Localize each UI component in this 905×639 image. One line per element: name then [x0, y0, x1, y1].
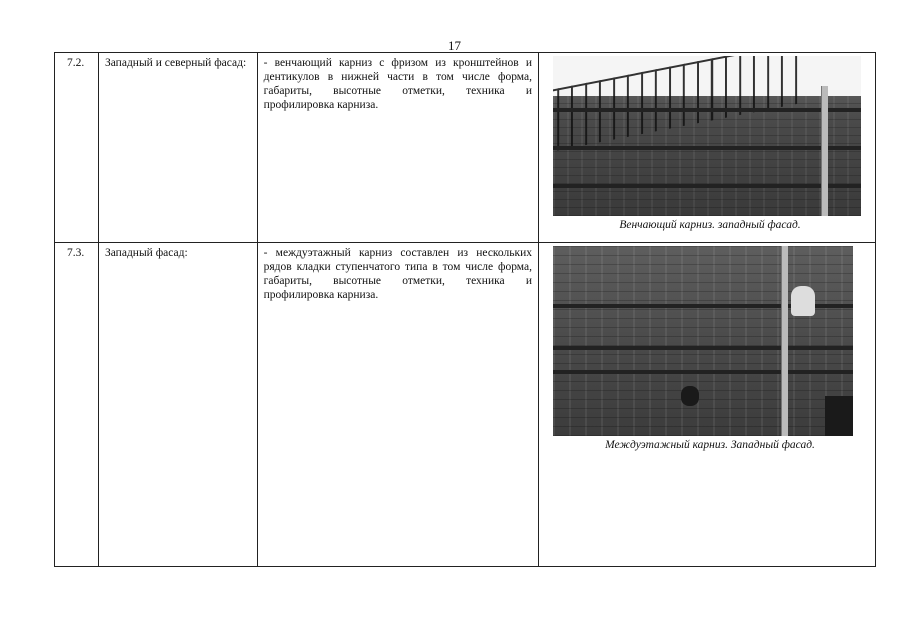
facade-name: Западный фасад:	[98, 243, 257, 567]
cornice-photo	[553, 246, 853, 436]
photo-caption: Венчающий карниз. западный фасад.	[619, 219, 801, 231]
row-number: 7.3.	[55, 243, 99, 567]
element-description: - междуэтажный карниз составлен из нескольких рядов кладки ступенчатого типа в том числе форма, габариты, высотные отметки, техника и профилировка карниза.	[257, 243, 538, 567]
table-row	[55, 243, 876, 567]
photo-cell	[539, 53, 876, 243]
facade-name: Западный и северный фасад:	[98, 53, 257, 243]
monument-subject-table	[54, 52, 876, 567]
element-description: - венчающий карниз с фризом из кронштейнов и дентикулов в нижней части в том числе форма, габариты, высотные отметки, техника и профилировка карниза.	[257, 53, 538, 243]
cornice-photo	[553, 56, 861, 216]
table-row	[55, 53, 876, 243]
page-number: 17	[448, 38, 461, 53]
photo-caption: Междуэтажный карниз. Западный фасад.	[605, 439, 815, 451]
photo-cell	[539, 243, 876, 567]
row-number: 7.2.	[55, 53, 99, 243]
